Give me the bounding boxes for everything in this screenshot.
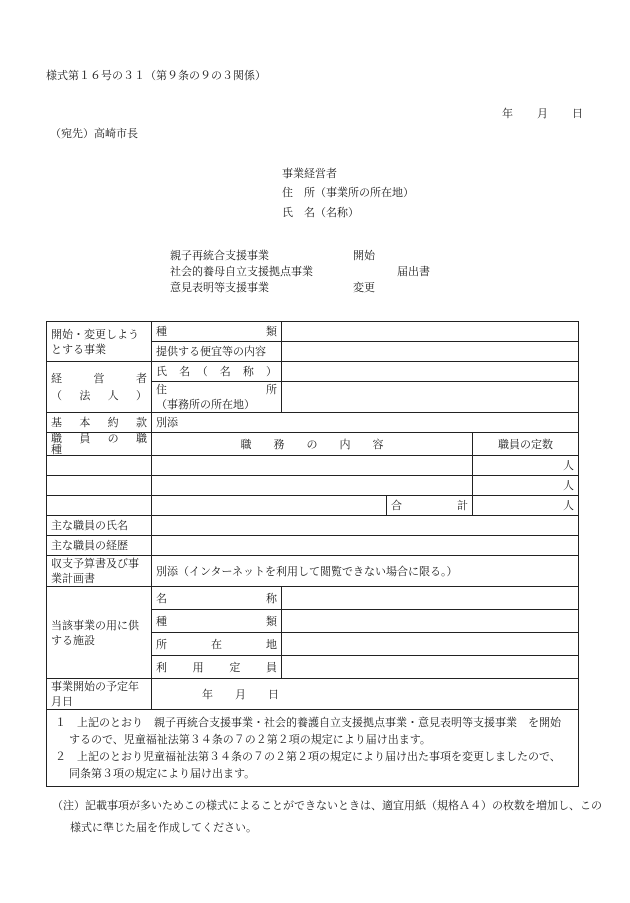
- facility-name-field[interactable]: [282, 587, 579, 610]
- start-change-project-label: 開始・変更しようとする事業: [47, 322, 152, 362]
- staff-names-label: 主な職員の氏名: [47, 516, 152, 536]
- total-label: 合 計: [387, 496, 473, 516]
- note-2: ２ 上記のとおり児童福祉法第３４条の７の２第２項の規定により届け出た事項を変更しましたので、同条第３項の規定により届け出ます。: [55, 750, 561, 780]
- operator-address-label: 住 所: [156, 383, 277, 396]
- staff-type-header: 職 員 の 職 種: [47, 433, 152, 456]
- note-1: １ 上記のとおり 親子再統合支援事業・社会的養護自立支援拠点事業・意見表明等支援事業 を開始するので、児童福祉法第３４条の７の２第２項の規定により届け出ます。: [55, 716, 561, 746]
- operator-address-cell: [152, 382, 282, 413]
- facility-capacity-label: 利 用 定 員: [152, 656, 282, 679]
- staff-count-header: 職員の定数: [473, 433, 579, 456]
- duties-header: 職 務 の 内 容: [152, 433, 473, 456]
- facility-name-label: 名 称: [152, 587, 282, 610]
- title-change: 変更: [353, 281, 375, 294]
- facility-capacity-field[interactable]: [282, 656, 579, 679]
- form-number: 様式第１６号の３１（第９条の９の３関係）: [46, 69, 266, 82]
- corporation-label: （ 法 人 ）: [51, 389, 147, 402]
- title-project-1: 親子再統合支援事業: [170, 249, 269, 262]
- start-date-label: 事業開始の予定年月日: [47, 679, 152, 710]
- name-label: 氏 名（名称）: [282, 206, 359, 219]
- staff-type-field-2[interactable]: [47, 476, 152, 496]
- operator-label-text: 経 営 者: [51, 372, 147, 385]
- date-year: 年: [502, 107, 513, 120]
- title-start: 開始: [353, 249, 375, 262]
- addressee: （宛先）高崎市長: [50, 127, 138, 140]
- bylaws-value: 別添: [152, 413, 579, 433]
- staff-history-field[interactable]: [152, 536, 579, 556]
- operator-name-label: 氏 名 （ 名 称 ）: [152, 362, 282, 382]
- staff-count-unit-1: 人: [473, 456, 579, 476]
- facility-label: 当該事業の用に供する施設: [47, 587, 152, 679]
- total-unit: 人: [473, 496, 579, 516]
- operator-cell: [47, 362, 152, 413]
- bylaws-label: 基 本 約 款: [47, 413, 152, 433]
- title-notice: 届出書: [397, 265, 430, 278]
- services-field[interactable]: [282, 342, 579, 362]
- start-date-value: 年 月 日: [152, 679, 579, 710]
- address-label: 住 所（事業所の所在地）: [282, 186, 414, 199]
- title-project-2: 社会的養母自立支援拠点事業: [170, 265, 313, 278]
- title-project-3: 意見表明等支援事業: [170, 281, 269, 294]
- staff-history-label: 主な職員の経歴: [47, 536, 152, 556]
- notice-form-table: [46, 321, 579, 787]
- facility-kind-label: 種 類: [152, 610, 282, 633]
- operator-label: 事業経営者: [282, 167, 337, 180]
- date-month: 月: [537, 107, 548, 120]
- staff-count-unit-2: 人: [473, 476, 579, 496]
- budget-value: 別添（インターネットを利用して閲覧できない場合に限る。）: [152, 556, 579, 587]
- duties-field-2[interactable]: [152, 476, 473, 496]
- kind-field[interactable]: [282, 322, 579, 342]
- date-day: 日: [572, 107, 583, 120]
- services-label: 提供する便宜等の内容: [152, 342, 282, 362]
- staff-names-field[interactable]: [152, 516, 579, 536]
- operator-address-field[interactable]: [282, 382, 579, 413]
- facility-kind-field[interactable]: [282, 610, 579, 633]
- facility-location-label: 所 在 地: [152, 633, 282, 656]
- staff-total-blank-2: [152, 496, 387, 516]
- facility-location-field[interactable]: [282, 633, 579, 656]
- operator-address-sub: （事務所の所在地）: [156, 398, 255, 411]
- staff-total-blank-1: [47, 496, 152, 516]
- caution-note: （注）記載事項が多いためこの様式によることができないときは、適宜用紙（規格Ａ４）の枚数を増加し、この様式に準じた届を作成してください。: [52, 799, 602, 834]
- operator-name-field[interactable]: [282, 362, 579, 382]
- kind-label: 種 類: [152, 322, 282, 342]
- duties-field-1[interactable]: [152, 456, 473, 476]
- budget-label: 収支予算書及び事業計画書: [47, 556, 152, 587]
- staff-type-field-1[interactable]: [47, 456, 152, 476]
- notes-cell: [47, 710, 579, 787]
